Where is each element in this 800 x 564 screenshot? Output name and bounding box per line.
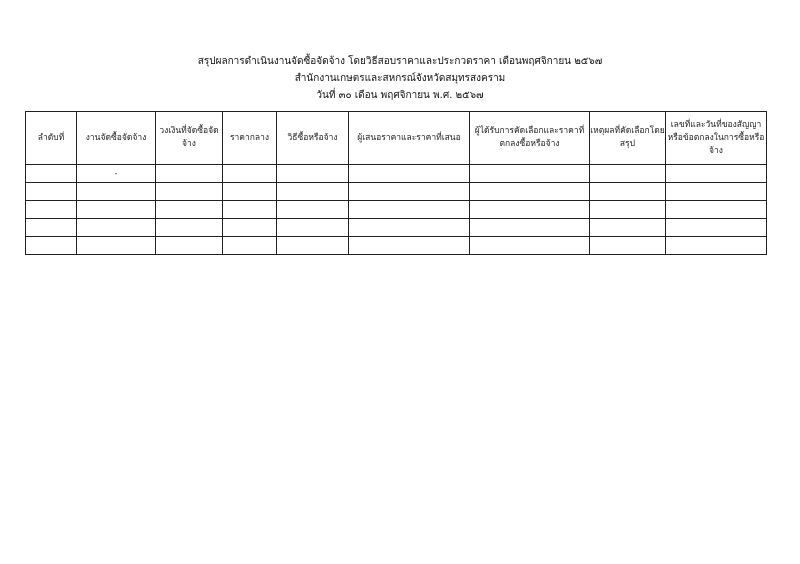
table-row [26,183,767,201]
table-cell [156,219,223,237]
table-cell [349,237,470,255]
table-cell [26,201,77,219]
table-cell [277,201,349,219]
table-cell [666,183,767,201]
table-cell [470,219,590,237]
column-header: ผู้ได้รับการคัดเลือกและราคาที่ตกลงซื้อหรือจ้าง [470,112,590,165]
table-cell [223,219,277,237]
column-header: เหตุผลที่คัดเลือกโดยสรุป [590,112,666,165]
table-row [26,165,767,183]
column-header: ผู้เสนอราคาและราคาที่เสนอ [349,112,470,165]
table-cell [470,183,590,201]
table-cell [666,201,767,219]
table-cell [223,201,277,219]
table-cell [349,183,470,201]
column-header: งานจัดซื้อจัดจ้าง [77,112,156,165]
table-cell [666,237,767,255]
table-cell [156,183,223,201]
column-header: ลำดับที่ [26,112,77,165]
table-cell [349,165,470,183]
table-cell [349,219,470,237]
table-row [26,219,767,237]
office-name: สำนักงานเกษตรและสหกรณ์จังหวัดสมุทรสงคราม [294,73,506,84]
table-row [26,237,767,255]
table-cell [223,237,277,255]
table-cell: - [77,165,156,183]
column-header: ราคากลาง [223,112,277,165]
table-cell [666,165,767,183]
table-cell [77,219,156,237]
table-cell [277,183,349,201]
table-cell [590,237,666,255]
table-cell [590,219,666,237]
table-cell [349,201,470,219]
table-cell [223,165,277,183]
table-cell [277,237,349,255]
table-cell [156,237,223,255]
table-cell [223,183,277,201]
table-cell [666,219,767,237]
table-cell [77,183,156,201]
table-cell [26,165,77,183]
table-cell [277,219,349,237]
table-cell [470,237,590,255]
table-cell [277,165,349,183]
table-cell [26,183,77,201]
table-header-row [26,112,767,165]
table-cell [156,165,223,183]
column-header: วิธีซื้อหรือจ้าง [277,112,349,165]
column-header: เลขที่และวันที่ของสัญญาหรือข้อตกลงในการซื้อหรือจ้าง [666,112,767,165]
table-cell [590,201,666,219]
table-cell [77,201,156,219]
report-title: สรุปผลการดำเนินงานจัดซื้อจัดจ้าง โดยวิธีสอบราคาและประกวดราคา เดือนพฤศจิกายน ๒๕๖๗ [197,56,603,67]
table-row [26,201,767,219]
table-cell [26,237,77,255]
table-cell [77,237,156,255]
table-cell [470,201,590,219]
table-cell [590,165,666,183]
table-cell [26,219,77,237]
table-cell [470,165,590,183]
table-cell [156,201,223,219]
report-date: วันที่ ๓๐ เดือน พฤศจิกายน พ.ศ. ๒๕๖๗ [316,90,484,101]
table-cell [590,183,666,201]
procurement-table [25,111,767,255]
column-header: วงเงินที่จัดซื้อจัดจ้าง [156,112,223,165]
